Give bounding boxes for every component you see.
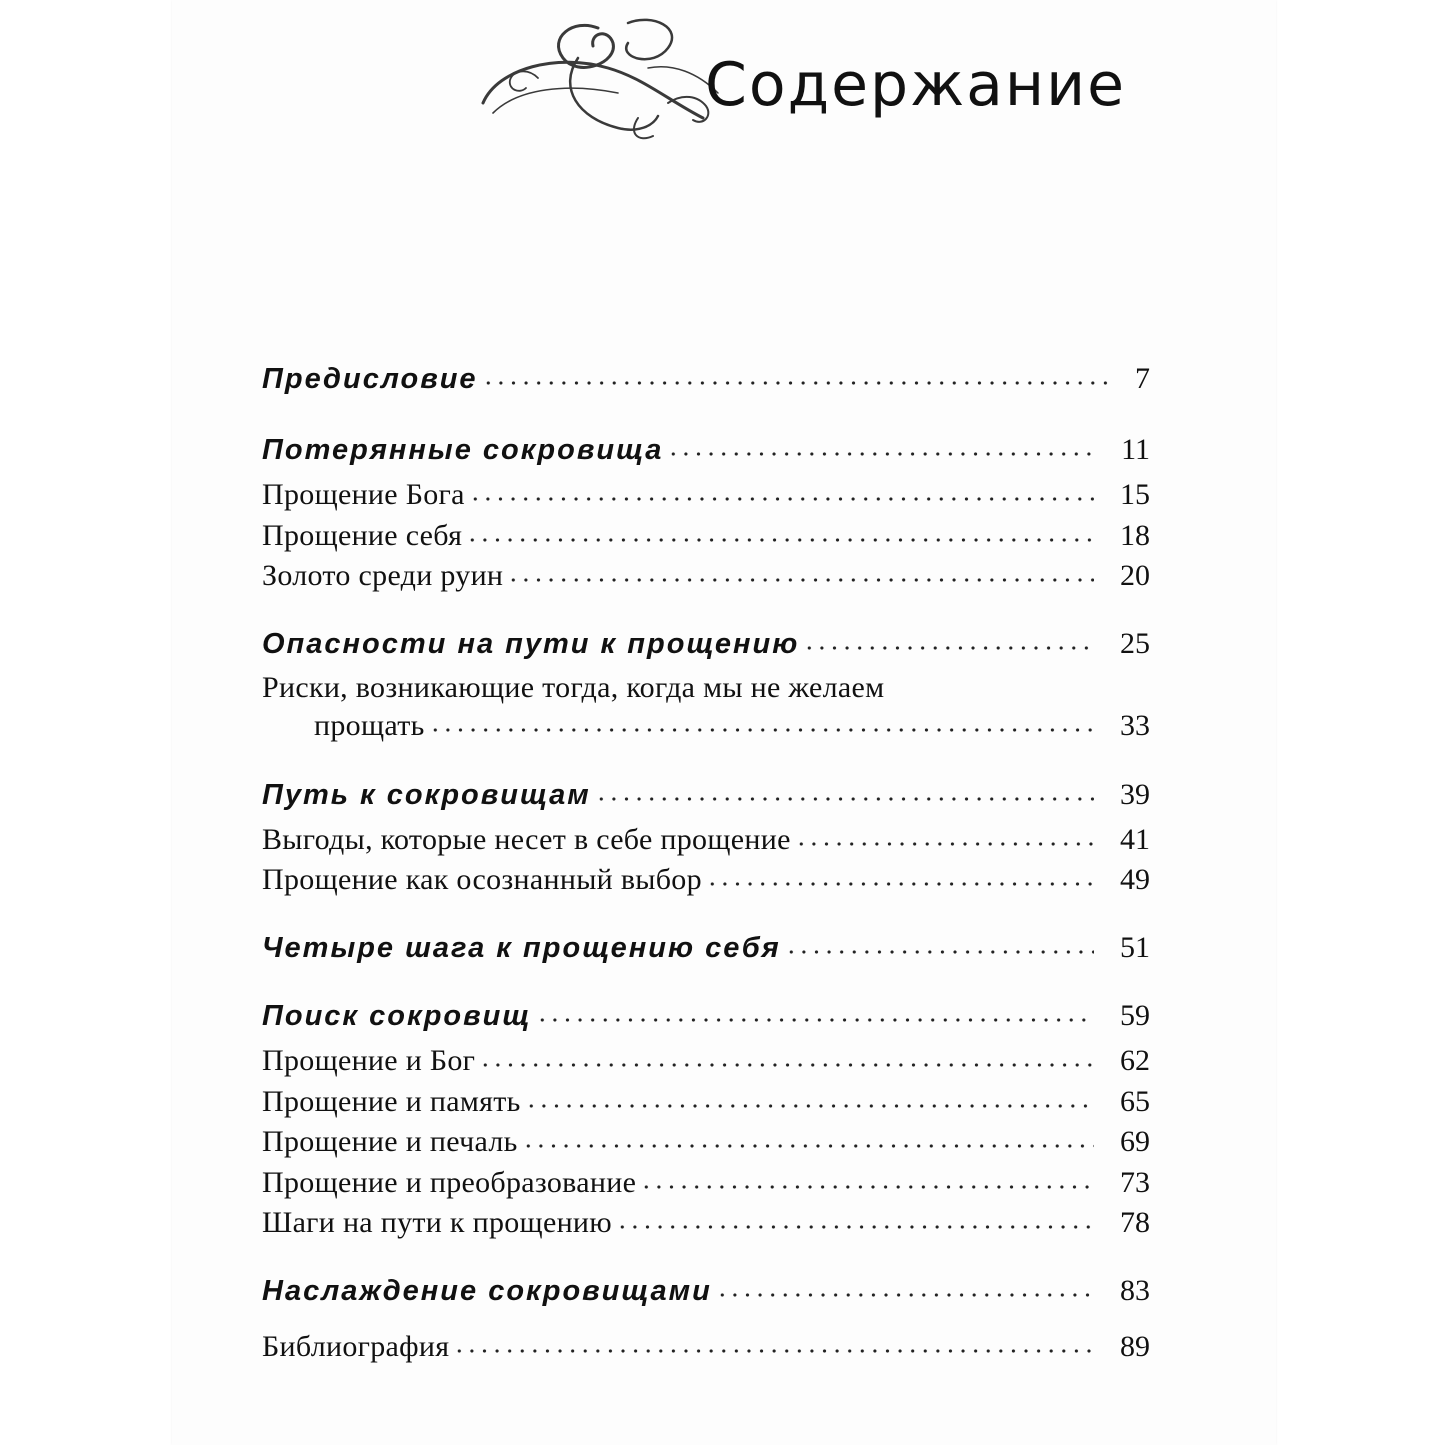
toc-label-line: Риски, возникающие тогда, когда мы не желаем xyxy=(262,671,885,704)
toc-label: Прощение и память xyxy=(262,1085,521,1118)
toc-label: Прощение и печаль xyxy=(262,1125,518,1158)
toc-page-number: 15 xyxy=(1120,478,1150,511)
toc-label: прощать xyxy=(314,709,425,742)
toc-leader-dots xyxy=(525,1103,1094,1109)
toc-section xyxy=(262,823,1150,857)
toc-leader-dots xyxy=(429,727,1094,733)
toc-label: Потерянные сокровища xyxy=(262,434,664,466)
toc-page-number: 62 xyxy=(1120,1044,1150,1077)
toc-section xyxy=(262,1206,1150,1240)
toc-section xyxy=(262,1044,1150,1078)
toc-section xyxy=(262,519,1150,553)
toc-leader-dots xyxy=(595,796,1094,802)
toc-leader-dots xyxy=(616,1224,1094,1230)
toc-chapter xyxy=(262,999,1150,1033)
toc-page-number: 39 xyxy=(1120,778,1150,811)
toc-leader-dots xyxy=(667,451,1095,457)
toc-chapter xyxy=(262,627,1150,661)
toc-label: Опасности на пути к прощению xyxy=(262,628,800,660)
toc-chapter xyxy=(262,931,1150,965)
toc-page-number: 83 xyxy=(1120,1274,1150,1307)
page-title: Содержание xyxy=(705,50,1127,120)
toc-page-number: 78 xyxy=(1120,1206,1150,1239)
toc-label: Прощение Бога xyxy=(262,478,465,511)
toc-page-number: 65 xyxy=(1120,1085,1150,1118)
toc-leader-dots xyxy=(640,1184,1094,1190)
toc-label: Библиография xyxy=(262,1330,450,1363)
toc-section xyxy=(262,863,1150,897)
toc-chapter xyxy=(262,1274,1150,1308)
toc-section xyxy=(262,1166,1150,1200)
toc-page-number: 69 xyxy=(1120,1125,1150,1158)
toc-leader-dots xyxy=(453,1348,1094,1354)
toc-leader-dots xyxy=(507,577,1094,583)
flourish-ornament-icon xyxy=(478,8,728,143)
toc-page-number: 49 xyxy=(1120,863,1150,896)
toc-leader-dots xyxy=(482,380,1109,386)
toc-label: Путь к сокровищам xyxy=(262,779,591,811)
toc-page-number: 33 xyxy=(1120,709,1150,742)
toc-leader-dots xyxy=(795,841,1094,847)
toc-leader-dots xyxy=(466,537,1094,543)
toc-section xyxy=(262,1330,1150,1364)
toc-page-number: 89 xyxy=(1120,1330,1150,1363)
toc-page-number: 18 xyxy=(1120,519,1150,552)
toc-leader-dots xyxy=(469,496,1094,502)
toc-label: Четыре шага к прощению себя xyxy=(262,932,781,964)
toc-section xyxy=(314,709,1150,743)
toc-chapter xyxy=(262,433,1150,467)
toc-label: Прощение и Бог xyxy=(262,1044,476,1077)
toc-leader-dots xyxy=(716,1292,1094,1298)
toc-leader-dots xyxy=(522,1143,1094,1149)
toc-page-number: 41 xyxy=(1120,823,1150,856)
toc-chapter xyxy=(262,362,1150,396)
toc-page-number: 20 xyxy=(1120,559,1150,592)
toc-label: Прощение как осознанный выбор xyxy=(262,863,702,896)
toc-section xyxy=(262,478,1150,512)
toc-label: Выгоды, которые несет в себе прощение xyxy=(262,823,791,856)
toc-chapter xyxy=(262,778,1150,812)
toc-label: Прощение и преобразование xyxy=(262,1166,637,1199)
toc-label: Предисловие xyxy=(262,363,478,395)
toc-leader-dots xyxy=(706,881,1094,887)
toc-page-number: 59 xyxy=(1120,999,1150,1032)
toc-page-number: 25 xyxy=(1120,627,1150,660)
toc-label: Золото среди руин xyxy=(262,559,504,592)
toc-label: Шаги на пути к прощению xyxy=(262,1206,612,1239)
toc-leader-dots xyxy=(536,1017,1095,1023)
toc-page-number: 11 xyxy=(1121,433,1150,466)
toc-section xyxy=(262,1085,1150,1119)
toc-label: Наслаждение сокровищами xyxy=(262,1275,712,1307)
toc-label: Прощение себя xyxy=(262,519,463,552)
toc-leader-dots xyxy=(803,645,1094,651)
toc-label: Поиск сокровищ xyxy=(262,1000,532,1032)
toc-leader-dots xyxy=(479,1062,1094,1068)
toc-page-number: 51 xyxy=(1120,931,1150,964)
toc-section xyxy=(262,1125,1150,1159)
toc-page-number: 73 xyxy=(1120,1166,1150,1199)
toc-page-number: 7 xyxy=(1135,362,1150,395)
toc-leader-dots xyxy=(785,949,1094,955)
toc-section xyxy=(262,559,1150,593)
